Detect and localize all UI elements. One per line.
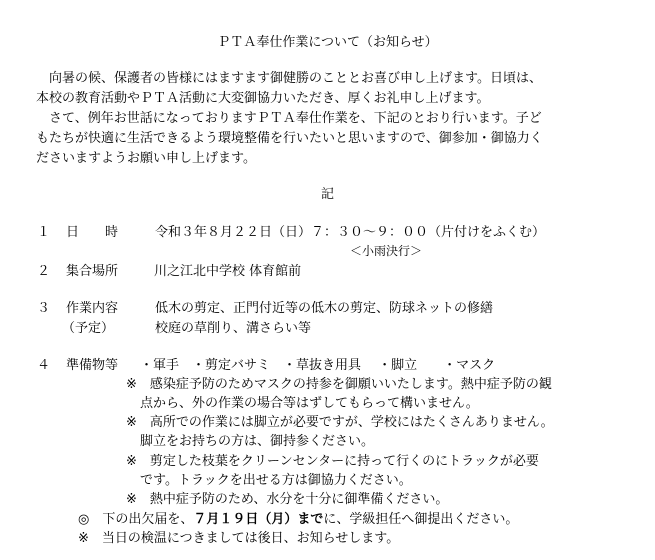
supply-note: ※ 感染症予防のためマスクの持参を御願いいたします。熱中症予防の観 xyxy=(126,377,552,392)
item-label: 作業内容 xyxy=(66,301,119,316)
supply-note: ※ 高所での作業には脚立が必要ですが、学校にはたくさんありません。 xyxy=(126,415,554,430)
submission-notice-pre: ◎ 下の出欠届を、 xyxy=(78,512,194,527)
item-label: 準備物等 xyxy=(66,358,119,373)
item-value: 川之江北中学校 体育館前 xyxy=(154,264,302,279)
rain-note: ＜小雨決行＞ xyxy=(350,244,423,258)
supply-note: 脚立をお持ちの方は、御持参ください。 xyxy=(140,434,375,449)
ki-heading: 記 xyxy=(320,187,334,202)
greeting-line: 本校の教育活動やＰＴＡ活動に大変御協力いただき、厚くお礼申し上げます。 xyxy=(36,91,490,106)
item-sublabel: （予定） xyxy=(62,321,115,336)
temperature-notice: ※ 当日の検温につきましては後日、お知らせします。 xyxy=(78,531,400,546)
supply-note: 点から、外の作業の場合等はずしてもらって構いません。 xyxy=(140,396,479,411)
supply-note: ※ 剪定した枝葉をクリーンセンターに持って行くのにトラックが必要 xyxy=(126,454,539,469)
supply-list: ・軍手 ・剪定バサミ ・草抜き用具 ・脚立 ・マスク xyxy=(140,358,496,373)
supply-note: ※ 熱中症予防のため、水分を十分に御準備ください。 xyxy=(126,492,449,507)
item-number: １ xyxy=(37,225,51,240)
item-number: ３ xyxy=(37,301,51,316)
item-number: ２ xyxy=(37,264,51,279)
greeting-line: ださいますようお願い申し上げます。 xyxy=(36,151,256,166)
item-value: 令和３年８月２２日（日）７：３０～９：００（片付けをふくむ） xyxy=(155,225,546,240)
item-label: 日 時 xyxy=(66,225,119,240)
submission-deadline: ７月１９日（月）まで xyxy=(193,512,324,527)
greeting-line: さて、例年お世話になっておりますＰＴＡ奉仕作業を、下記のとおり行います。子ど xyxy=(36,111,542,126)
greeting-line: 向暑の候、保護者の皆様にはますます御健勝のこととお喜び申し上げます。日頃は、 xyxy=(36,71,542,86)
item-number: ４ xyxy=(37,358,51,373)
item-value: 校庭の草削り、溝さらい等 xyxy=(155,321,312,336)
item-label: 集合場所 xyxy=(66,264,119,279)
greeting-line: もたちが快適に生活できるよう環境整備を行いたいと思いますので、御参加・御協力く xyxy=(36,131,543,146)
item-value: 低木の剪定、正門付近等の低木の剪定、防球ネットの修繕 xyxy=(155,301,494,316)
supply-note: です。トラックを出せる方は御協力ください。 xyxy=(140,473,412,488)
submission-notice xyxy=(78,513,518,526)
document-title: ＰＴＡ奉仕作業について（お知らせ） xyxy=(217,35,438,50)
submission-notice-post: に、学級担任へ御提出ください。 xyxy=(323,512,519,527)
